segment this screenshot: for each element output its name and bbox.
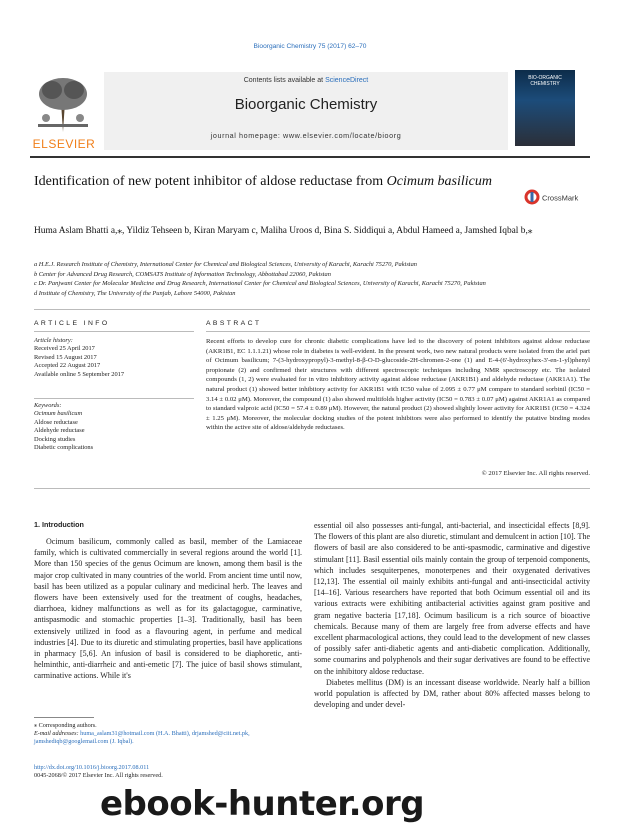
history-online: Available online 5 September 2017 [34,370,125,378]
doi-block [34,764,302,780]
article-title [34,173,514,191]
keywords-label: Keywords: [34,402,62,409]
affiliations [34,261,594,299]
history-label: Article history: [34,337,73,344]
journal-citation[interactable]: Bioorganic Chemistry 75 (2017) 62–70 [253,43,367,50]
email-links[interactable]: huma_aslam31@hotmail.com (H.A. Bhatti), drjamshed@ciit.net.pk, jamshediqb@googlemail.com (J. Iqbal). [34,730,250,746]
abstract-heading: ABSTRACT [206,320,262,327]
homepage-prefix: journal homepage: [210,131,284,140]
footnotes [34,722,302,747]
keywords-divider [34,398,194,399]
abstract-divider [206,331,590,332]
contents-line [104,77,508,84]
keyword-item: Aldehyde reductase [34,427,85,435]
article-info-heading: ARTICLE INFO [34,320,110,327]
contents-prefix: Contents lists available at [243,77,326,84]
history-revised: Revised 15 August 2017 [34,353,97,361]
journal-homepage [104,131,508,140]
keyword-item: Aldose reductase [34,418,78,426]
article-history [34,337,194,379]
keyword-item: Ocimum basilicum [34,410,83,418]
crossmark-label: CrossMark [542,193,579,203]
body-column-left: Ocimum basilicum, commonly called as basil, member of the Lamiaceae family, which is cultivated commercially in several regions around the world [1]. More than 150 species of the genus Ocimum are known, among them basil is the major crop cultivated in many countries of the world. From ancient time until now, basil has been utilized as a popular culinary and medicinal herb. The leaves and flowers have been extensively used for the treatment of coughs, headaches, diarrhoea, kidney malfunctions as well as for its galactagogue, carminative, antispasmodic and stomachic properties [1–3]. Traditionally, basil has been extensively utilized in food as a flavouring agent, in perfume and medical industries [4]. Due to its diuretic and stimulating properties, basil have applications in pharmacy [5,6]. An infusion of basil is considered to be diaphoretic, anti-helminthic, anti-diarrheic and anti-emetic [7]. The juice of basil shows stimulant, carminative actions. While it's [34,537,302,681]
publisher-name: ELSEVIER [32,137,96,151]
body-paragraph: Diabetes mellitus (DM) is an incessant disease worldwide. Nearly half a billion world population is affected by DM, rather about 80% affected masses belong to developing and under devel- [314,677,590,710]
corresponding-note: ⁎ Corresponding authors. [34,722,97,729]
body-paragraph: essential oil also possesses anti-fungal, anti-bacterial, and insecticidal effects [8,9]. The flowers of this plant are also diuretic, stimulant and demulcent in action [10]. The flowers of basil are also considered to be anti-spasmodic, carminative and digestive stimulant [11]. Basil essential oils mainly contain the group of terpenoid components, which includes sesquiterpenes, monoterpenes and their oxygenated derivatives [12,13]. The essential oil mainly exhibits anti-fungal and anti-insecticidal activity [14–16]. Various researchers have reported that both Ocimum essential oil and its various extracts were exhibiting antibacterial activities against gram positive and gram negative bacteria [17,18]. Ocimum basilicum is a rich source of bioactive chemicals. Because many of them are largely free from adverse effects and have excellent pharmacological actions, they could lead to the development of new classes of possibly safer anti-diabetic agents and anti-diabetic complication. Additionally, some coumarins and polyphenols and their sugar derivatives are found to be effective on the inhibitory aldose reductase. [314,521,590,676]
footnote-divider [34,717,94,718]
cover-title: BIO-ORGANIC CHEMISTRY [528,75,562,87]
title-main: Identification of new potent inhibitor of aldose reductase from [34,174,387,189]
doi-link[interactable]: http://dx.doi.org/10.1016/j.bioorg.2017.08.011 [34,764,150,771]
affiliation-d: d Institute of Chemistry, The University of the Punjab, Lahore 54000, Pakistan [34,289,236,297]
homepage-link[interactable]: www.elsevier.com/locate/bioorg [283,131,402,140]
history-received: Received 25 April 2017 [34,345,95,353]
keyword-item: Diabetic complications [34,444,94,452]
sciencedirect-link[interactable]: ScienceDirect [325,77,369,84]
author-list[interactable]: Huma Aslam Bhatti a,⁎, Yildiz Tehseen b, Kiran Maryam c, Maliha Uroos d, Bina S. Siddiqui a, Abdul Hameed a, Jamshed Iqbal b,⁎ [34,226,533,236]
elsevier-tree-logo [32,72,94,136]
crossmark-badge[interactable] [524,188,584,206]
issn-line: 0045-2068/© 2017 Elsevier Inc. All rights reserved. [34,772,163,780]
article-info-divider [34,331,194,332]
title-species: Ocimum basilicum [386,174,493,189]
affiliation-a: a H.E.J. Research Institute of Chemistry, International Center for Chemical and Biological Sciences, University of Karachi, Karachi 75270, Pakistan [34,261,417,268]
history-accepted: Accepted 22 August 2017 [34,362,101,370]
journal-title: Bioorganic Chemistry [234,96,378,113]
section-divider [34,309,590,310]
abstract-bottom-divider [34,488,590,489]
keyword-item: Docking studies [34,435,76,443]
abstract-copyright: © 2017 Elsevier Inc. All rights reserved. [481,470,590,477]
body-column-right [314,520,590,710]
watermark-text: ebook-hunter.org [100,784,425,824]
keywords-list [34,402,194,452]
email-prefix: E-mail addresses: [34,730,81,738]
affiliation-b: b Center for Advanced Drug Research, COMSATS Institute of Information Technology, Abbottabad 22060, Pakistan [34,270,331,278]
header-divider [30,156,590,158]
abstract-text: Recent efforts to develop cure for chronic diabetic complications have led to the discovery of potent inhibitors against aldose reductase (AKR1B1, EC 1.1.1.21) whose role in diabetes is well-evident. In the present work, two new natural products were isolated from the ariel part of Ocimum basilicum; 7-(3-hydroxypropyl)-3-methyl-8-β-O-D-glucoside-2H-chromen-2-one (1) and E-4-(6'-hydroxyhex-3'-en-1-yl)phenyl propionate (2) and confirmed their structures with different spectroscopic techniques including NMR spectroscopy etc. The isolated compounds (1, 2) were evaluated for in vitro inhibitory activity against aldose reductase (AKR1B1) and aldehyde reductase (AKR1A1). The natural product (1) showed better inhibitory activity for AKR1B1 with IC50 value of 2.095 ± 0.77 μM compare to standard sorbinil (IC50 = 3.14 ± 0.02 μM). Moreover, the compound (1) also showed multifolds higher activity (IC50 = 0.783 ± 0.07 μM) against AKR1A1 as compared to standard valproic acid (IC50 = 57.4 ± 0.89 μM). However, the natural product (2) showed slightly lower activity for AKR1B1 (IC50 = 4.324 ± 1.25 μM). Moreover, the molecular docking studies of the potent inhibitors were also performed to identify the putative binding modes within the active site of aldose/aldehyde reductases. [206,338,590,432]
introduction-heading: 1. Introduction [34,520,84,529]
affiliation-c: c Dr. Panjwani Center for Molecular Medicine and Drug Research, International Center for Chemical and Biological Sciences, University of Karachi, Karachi 75270, Pakistan [34,280,486,288]
